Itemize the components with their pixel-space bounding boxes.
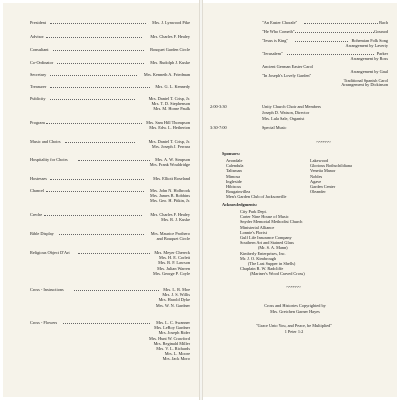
dot-leader xyxy=(46,122,142,124)
dot-leader xyxy=(50,22,146,24)
ornament-divider: ~~~~~~ xyxy=(316,140,330,146)
committee-role: Advisor xyxy=(30,34,44,39)
committee-role: Bible Display xyxy=(30,231,54,236)
committee-member-name: Mrs. J. S. Willis xyxy=(162,292,190,298)
acknowledgment-item: Carter Nine House of Music xyxy=(240,214,289,220)
sponsor-name: Calendula xyxy=(226,163,244,169)
dot-leader xyxy=(59,233,144,235)
committee-role: Co-Ordinator xyxy=(30,60,54,65)
committee-member-name: Mrs. M. Horne Paulk xyxy=(153,106,190,112)
sponsor-name: Ingleside xyxy=(226,178,242,184)
acknowledgments-heading: Acknowledgments: xyxy=(222,202,258,207)
acknowledgment-item: Southern Art and Stained Glass xyxy=(240,240,294,246)
committee-member-name: Mrs. J. Lynwood Pike xyxy=(152,20,190,25)
right-page xyxy=(203,3,397,397)
committee-role: Hospitality for Choirs xyxy=(30,157,68,162)
dot-leader xyxy=(78,252,150,254)
committee-member-name: Mrs. LeRoy Gardner xyxy=(154,325,190,331)
committee-member-name: Mrs. W. N. Gardner xyxy=(155,302,190,308)
copyright-line: Mrs. Gretchen Garner Hayes xyxy=(270,308,320,314)
acknowledgment-item: Mr. J. O. Kimbrough xyxy=(240,255,277,261)
program-note: Arrangement by Ross xyxy=(350,56,388,62)
program-title: Ancient German Easter Carol xyxy=(262,64,313,69)
committee-member-name: Mrs. L. Moore xyxy=(164,351,190,357)
acknowledgment-item: City Park Dept. xyxy=(240,209,267,214)
committee-member-name: Mrs. Frank Wouldridge xyxy=(149,162,190,168)
acknowledgment-item: Snyder Memorial Methodist Church xyxy=(240,219,303,225)
committee-member-name: Mrs. Rudolph J. Kuske xyxy=(150,60,190,65)
dot-leader xyxy=(65,141,135,143)
dot-leader xyxy=(44,214,142,216)
committee-role: Cross - Instructions xyxy=(30,287,64,292)
committee-member-name: Bouquet Garden Circle xyxy=(150,47,190,52)
committee-member-name: Mrs. Joseph J. Ferrara xyxy=(151,144,190,150)
committee-member-name: Mrs. Charles F. Healey xyxy=(150,212,190,217)
sponsor-name: Agave xyxy=(310,178,322,184)
committee-role: Creche xyxy=(30,212,43,217)
program-title: "Jesus is King" xyxy=(262,38,289,43)
dot-leader xyxy=(46,190,144,192)
dot-leader xyxy=(74,289,159,291)
committee-member-name: Mrs. T. D. Stephenson xyxy=(151,101,190,107)
committee-member-name: Mrs. Daniel T. Crisp, Jr. xyxy=(148,96,190,101)
program-title: Mrs. Lula Sale, Organist xyxy=(262,116,305,121)
program-title: "An Easter Chorale" xyxy=(262,20,298,25)
program-time: 3:30-7:00 xyxy=(210,125,227,130)
program-note: Traditional Spanish Carol xyxy=(343,78,388,84)
sponsor-name: Nobles xyxy=(310,173,323,179)
committee-member-name: Mrs. Kenneth A. Friedman xyxy=(143,72,190,77)
committee-member-name: Mrs. B. F. Lawson xyxy=(158,260,190,266)
copyright-line: Cross and Histories Copyrighted by xyxy=(264,303,326,308)
sponsor-name: Mimosa xyxy=(226,173,241,179)
committee-role: Music and Choirs xyxy=(30,139,61,144)
program-title: "In Joseph's Lovely Garden" xyxy=(262,73,312,78)
committee-role: President xyxy=(30,20,46,25)
sponsor-name: Garden Center xyxy=(310,184,336,189)
program-composer: Gounod xyxy=(374,29,388,34)
program-title: "Jerusalem" xyxy=(262,51,283,56)
committee-member-name: Mrs. Sam Hill Thompson xyxy=(146,120,190,125)
acknowledgment-item: Ministerial Alliance xyxy=(240,224,275,230)
sponsor-name: Venetia Manor xyxy=(310,168,336,174)
committee-member-name: Mrs. Reginald Miller xyxy=(153,340,190,346)
committee-member-name: Mrs. Charles F. Healey xyxy=(150,34,190,39)
committee-role: Treasurer xyxy=(30,84,47,89)
program-composer: Parker xyxy=(376,51,388,56)
acknowledgment-item: Gulf Life Insurance Company xyxy=(240,235,292,240)
dot-leader xyxy=(53,49,144,51)
dot-leader xyxy=(46,36,142,38)
dot-leader xyxy=(50,98,135,100)
acknowledgment-item: (Mr. S. A. Mann) xyxy=(258,245,288,251)
committee-member-name: Mrs. Elliott Roseland xyxy=(153,176,190,181)
dot-leader xyxy=(63,322,150,324)
committee-member-name: Mrs. James B. Robbins xyxy=(150,193,190,199)
committee-role: Secretary xyxy=(30,72,47,77)
sponsor-name: Lakewood xyxy=(310,158,329,163)
committee-member-name: and Bouquet Circle xyxy=(156,236,190,242)
committee-member-name: Mrs. Meyer Chereck xyxy=(154,250,190,255)
dot-leader xyxy=(304,22,379,24)
acknowledgment-item: Lonnie's Florist xyxy=(240,229,267,235)
verse-reference: 1 Peter 1:2 xyxy=(284,328,304,334)
committee-member-name: Mrs. Julian Warren xyxy=(157,265,190,271)
committee-member-name: Mrs. Maurice Prothero xyxy=(150,231,190,236)
dot-leader xyxy=(50,178,144,180)
verse-quote: "Grace Unto You, and Peace, be Multiplied" xyxy=(255,323,333,328)
program-note: Arrangement by Dickinson xyxy=(341,82,388,87)
dot-leader xyxy=(287,53,374,55)
committee-member-name: Mrs. Geo. H. Pitkin, Jr. xyxy=(150,198,190,204)
dot-leader xyxy=(50,86,150,88)
program-title: Unity Church Choir and Members xyxy=(262,104,321,109)
acknowledgment-item: (Mariner's Wood Carved Cross) xyxy=(250,271,305,277)
program-composer: Bohemian Folk Song xyxy=(351,38,388,43)
ornament-divider: ~~~~~~ xyxy=(286,285,300,291)
committee-member-name: Mrs. Hunt W. Crawford xyxy=(149,335,190,341)
program-note: Arrangement by Laverty xyxy=(345,43,388,49)
committee-member-name: Mrs. R. J. Kuske xyxy=(161,217,190,223)
committee-member-name: Mrs. G. L. Kennedy xyxy=(155,84,190,89)
sponsor-name: Oleander xyxy=(310,189,326,195)
committee-member-name: Mrs. L. R. Moe xyxy=(163,287,190,292)
sponsor-name: Men's Garden Club of Jacksonville xyxy=(226,194,287,200)
program-note: Arrangement by Gaul xyxy=(350,69,388,75)
committee-role: Hostesses xyxy=(30,176,47,181)
dot-leader xyxy=(57,62,144,64)
committee-member-name: Mrs. John N. Holbrook xyxy=(150,188,190,193)
sponsor-name: Talisman xyxy=(226,168,242,174)
committee-member-name: Mrs. V. L. Richards xyxy=(156,346,190,351)
committee-member-name: Mrs. H. E. Corlett xyxy=(158,255,190,261)
committee-member-name: Mrs. Harold Dyke xyxy=(158,297,190,303)
sponsor-name: Avondale xyxy=(226,158,243,163)
program-composer: Bach xyxy=(379,20,388,25)
dot-leader xyxy=(295,31,374,33)
committee-member-name: Mrs. George P. Coyle xyxy=(152,270,190,276)
committee-member-name: Mrs. Joseph Rider xyxy=(158,330,190,336)
acknowledgment-item: (The Last Supper in Shells) xyxy=(248,261,296,266)
sponsor-name: Bougainvillea xyxy=(226,189,251,195)
committee-member-name: Mrs. L. C. Swanner xyxy=(156,320,190,325)
acknowledgment-item: Chaplain R. W. Radcliffe xyxy=(240,266,284,272)
committee-role: Program xyxy=(30,120,45,125)
committee-role: Publicity xyxy=(30,96,46,101)
committee-role: Religious Object D'Art xyxy=(30,250,70,255)
program-title: Joseph D. Watson, Director xyxy=(262,110,310,115)
sponsor-name: Glorious Bothschildiana xyxy=(310,163,352,169)
program-time: 2:00-3:30 xyxy=(210,104,227,109)
committee-member-name: Mrs. Daniel T. Crisp, Jr. xyxy=(148,139,190,144)
sponsor-name: Hibiscus xyxy=(226,184,242,189)
sponsors-heading: Sponsors: xyxy=(222,151,241,156)
committee-role: Consultant xyxy=(30,47,49,52)
program-title: Special Music xyxy=(262,125,287,130)
committee-member-name: Mrs. Jack Moro xyxy=(162,356,190,362)
dot-leader xyxy=(78,159,150,161)
program-title: "He Who Cometh" xyxy=(262,29,295,34)
committee-member-name: Mrs. Edw. L. Hetherton xyxy=(149,125,190,131)
dot-leader xyxy=(50,74,137,76)
committee-role: Cross - Flowers xyxy=(30,320,58,325)
dot-leader xyxy=(295,40,348,42)
acknowledgment-item: Kimberly Enterprises, Inc. xyxy=(240,250,286,256)
committee-member-name: Mrs. A. W. Simpson xyxy=(155,157,190,162)
committee-role: Chancel xyxy=(30,188,45,193)
